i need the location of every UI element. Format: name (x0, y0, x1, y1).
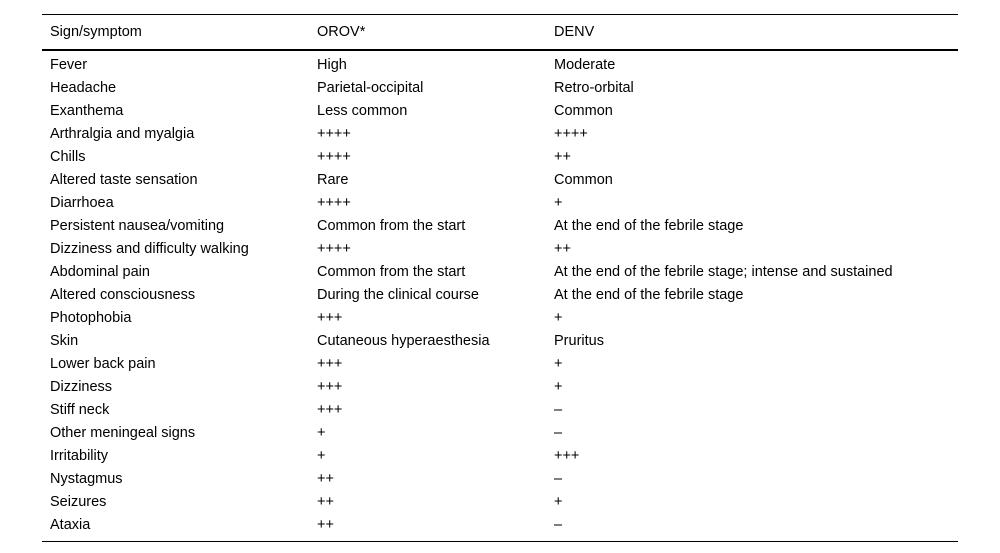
cell-denv-value: – (554, 402, 563, 419)
table-header-row (42, 15, 958, 51)
cell-denv-value: At the end of the febrile stage (554, 287, 744, 304)
cell-sign-symptom: Dizziness and difficulty walking (50, 241, 249, 258)
cell-sign-symptom: Dizziness (50, 379, 113, 396)
table-row (42, 169, 958, 192)
cell-denv-value: At the end of the febrile stage (554, 218, 744, 235)
cell-orov-value: ++++ (317, 195, 351, 212)
cell-denv-value: – (554, 514, 958, 542)
cell-sign-symptom: Nystagmus (50, 471, 123, 488)
cell-sign-symptom: Exanthema (50, 103, 124, 120)
table-container (42, 14, 958, 542)
cell-sign-symptom: Other meningeal signs (50, 425, 196, 442)
cell-sign-symptom: Persistent nausea/vomiting (50, 218, 225, 235)
cell-sign-symptom: Diarrhoea (50, 195, 114, 212)
table-row (42, 192, 958, 215)
cell-sign-symptom: Ataxia (42, 514, 317, 542)
table-row (42, 146, 958, 169)
table-row (42, 399, 958, 422)
cell-sign-symptom: Stiff neck (50, 402, 110, 419)
cell-orov-value: + (317, 448, 326, 465)
cell-denv-value: Pruritus (554, 333, 604, 350)
cell-sign-symptom: Fever (50, 57, 88, 74)
table-row (42, 284, 958, 307)
column-header-denv: DENV (554, 15, 958, 51)
cell-orov-value: ++ (317, 471, 334, 488)
table-row (42, 491, 958, 514)
cell-orov-value: Cutaneous hyperaesthesia (317, 333, 490, 350)
cell-sign-symptom: Irritability (50, 448, 109, 465)
cell-sign-symptom: Skin (50, 333, 79, 350)
table-row (42, 514, 958, 542)
column-header-sign-symptom: Sign/symptom (42, 15, 317, 51)
cell-denv-value: – (554, 471, 563, 488)
cell-orov-value: During the clinical course (317, 287, 479, 304)
cell-denv-value: ++ (554, 241, 571, 258)
cell-denv-value: + (554, 494, 563, 511)
cell-denv-value: + (554, 356, 563, 373)
table-row (42, 50, 958, 77)
table-row (42, 353, 958, 376)
table-header (42, 15, 958, 51)
cell-orov-value: ++++ (317, 149, 351, 166)
table-row (42, 307, 958, 330)
cell-orov-value: ++++ (317, 126, 351, 143)
cell-orov-value: ++ (317, 494, 334, 511)
table-row (42, 100, 958, 123)
cell-orov-value: Common from the start (317, 218, 466, 235)
table-row (42, 376, 958, 399)
table-row (42, 123, 958, 146)
cell-denv-value: ++ (554, 149, 571, 166)
cell-orov-value: +++ (317, 356, 343, 373)
cell-orov-value: Less common (317, 103, 408, 120)
cell-orov-value: High (317, 57, 347, 74)
cell-orov-value: + (317, 425, 326, 442)
cell-denv-value: Common (554, 103, 613, 120)
table-row (42, 330, 958, 353)
cell-sign-symptom: Seizures (50, 494, 107, 511)
cell-sign-symptom: Lower back pain (50, 356, 156, 373)
cell-orov-value: +++ (317, 402, 343, 419)
table-row (42, 77, 958, 100)
table-body (42, 50, 958, 542)
cell-sign-symptom: Chills (50, 149, 86, 166)
table-row (42, 445, 958, 468)
cell-denv-value: + (554, 379, 563, 396)
cell-orov-value: +++ (317, 310, 343, 327)
cell-denv-value: + (554, 195, 563, 212)
cell-denv-value: + (554, 310, 563, 327)
cell-sign-symptom: Abdominal pain (50, 264, 150, 281)
table-row (42, 238, 958, 261)
cell-denv-value: ++++ (554, 126, 588, 143)
table-row (42, 468, 958, 491)
cell-orov-value: Parietal-occipital (317, 80, 424, 97)
table-row (42, 422, 958, 445)
cell-denv-value: +++ (554, 448, 580, 465)
table-row (42, 261, 958, 284)
cell-orov-value: Common from the start (317, 264, 466, 281)
cell-denv-value: Moderate (554, 57, 616, 74)
cell-sign-symptom: Headache (50, 80, 117, 97)
cell-orov-value: Rare (317, 172, 349, 189)
cell-orov-value: ++++ (317, 241, 351, 258)
clinical-signs-table (42, 14, 958, 542)
cell-sign-symptom: Altered taste sensation (50, 172, 198, 189)
cell-sign-symptom: Arthralgia and myalgia (50, 126, 195, 143)
cell-orov-value: +++ (317, 379, 343, 396)
cell-sign-symptom: Altered consciousness (50, 287, 196, 304)
cell-denv-value: – (554, 425, 563, 442)
cell-denv-value: Retro-orbital (554, 80, 634, 97)
cell-denv-value: Common (554, 172, 613, 189)
cell-sign-symptom: Photophobia (50, 310, 132, 327)
cell-denv-value: At the end of the febrile stage; intense and sustained (554, 264, 893, 281)
column-header-orov: OROV* (317, 15, 554, 51)
table-row (42, 215, 958, 238)
cell-orov-value: ++ (317, 514, 554, 542)
